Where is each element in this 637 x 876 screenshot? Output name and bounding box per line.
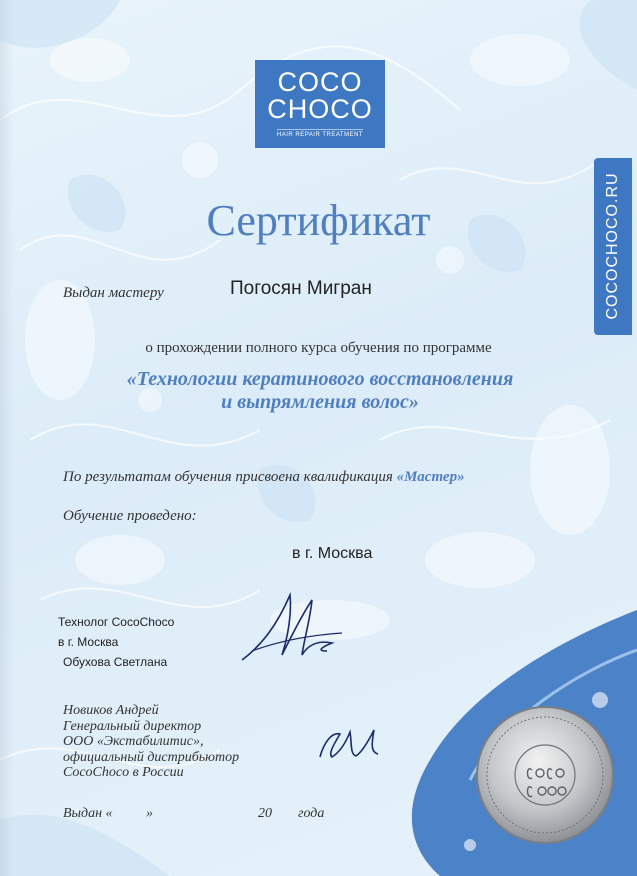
technologist-city: в г. Москва [58,635,119,649]
course-intro: о прохождении полного курса обучения по программе [145,340,492,356]
recipient-name: Погосян Мигран [230,278,372,299]
director-name: Новиков Андрей [63,703,159,718]
director-block [63,703,239,781]
director-position: Генеральный директор [63,718,202,734]
qualification-value: «Мастер» [396,469,465,485]
logo-line-2: CHOCO [267,94,373,124]
company-name: ООО «Экстабилитис», [63,734,204,749]
paper-edge-shadow [0,0,14,876]
issue-year-prefix: 20 [258,806,272,821]
certificate-title: Сертификат [206,196,431,245]
issued-to-label: Выдан мастеру [63,285,164,301]
program-title [40,368,600,414]
training-city: в г. Москва [292,545,373,562]
logo-subtitle: HAIR REPAIR TREATMENT [277,129,363,138]
silver-foil-seal-icon [470,700,620,850]
conducted-label: Обучение проведено: [63,508,197,524]
website-side-tab [594,158,632,335]
website-text: COCOCHOCO.RU [604,172,621,320]
technologist-block [58,612,174,672]
qualification-text: По результатам обучения присвоена квалификация [63,469,393,485]
issue-date-prefix: Выдан « [63,806,113,821]
distributor-role: официальный дистрибьютор [63,749,240,765]
technologist-title: Технолог CocoChoco [58,615,175,629]
issue-date-suffix: года [298,806,325,821]
qualification-line [63,469,465,486]
technologist-signature [232,585,352,675]
program-title-line-1: «Технологии кератинового восстановления [126,368,514,390]
technologist-name: Обухова Светлана [63,655,168,669]
issue-date-close-quote: » [146,806,153,821]
cococho-logo [255,60,385,148]
logo-line-1: COCO [277,67,363,97]
distributor-region: CocoChoco в России [63,765,184,780]
program-title-line-2: и выпрямления волос» [221,391,419,413]
director-signature [312,712,392,772]
